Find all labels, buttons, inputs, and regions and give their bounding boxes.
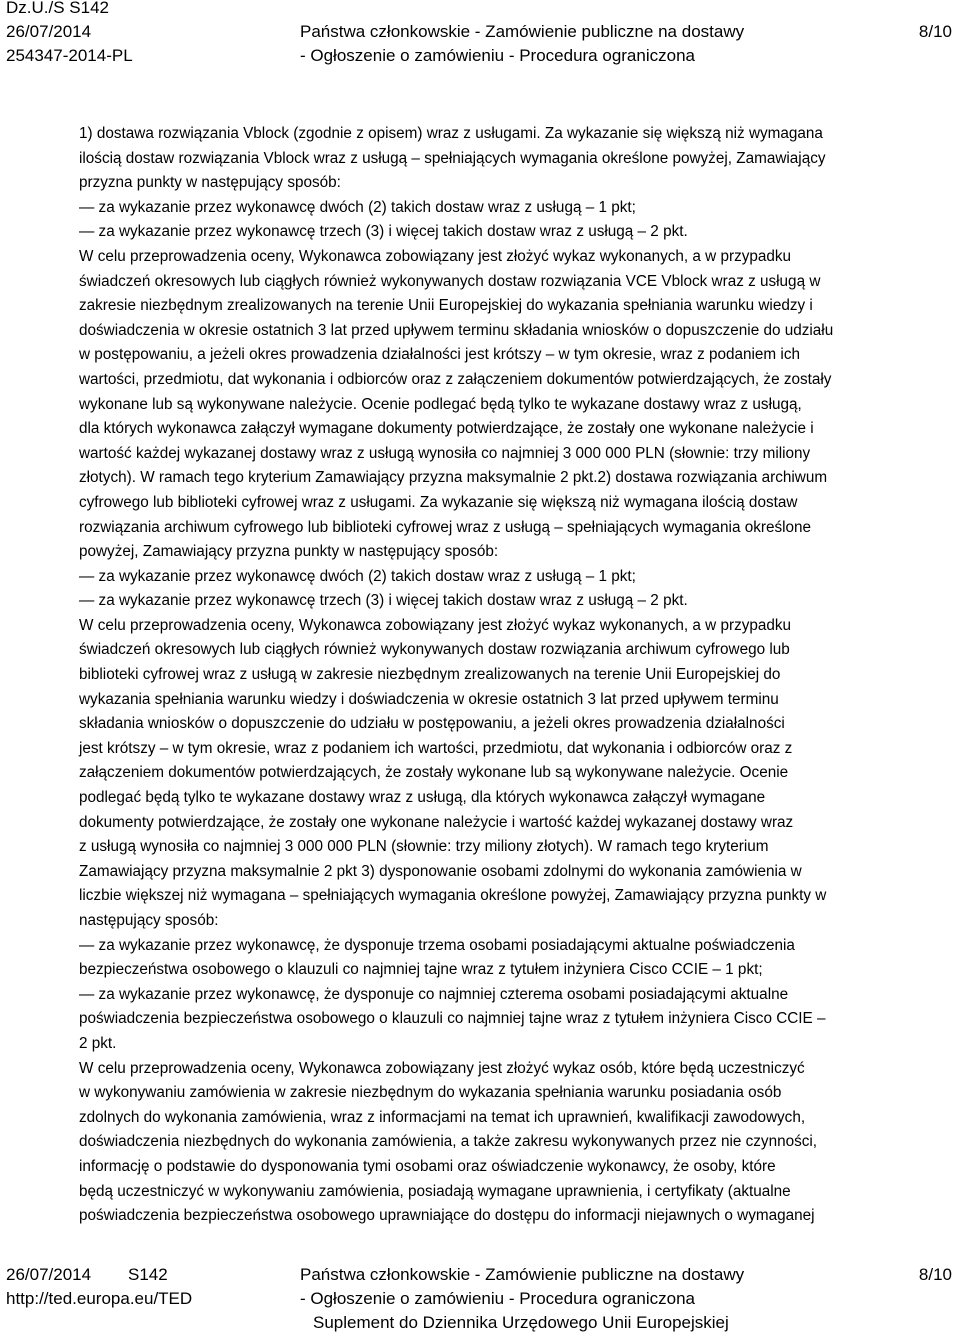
body-text-line: W celu przeprowadzenia oceny, Wykonawca zobowiązany jest złożyć wykaz wykonanych, a w przypadku — [79, 247, 792, 265]
footer-url[interactable]: http://ted.europa.eu/TED — [6, 1289, 193, 1308]
body-text-line: świadczeń okresowych lub ciągłych również wykonywanych dostaw rozwiązania archiwum cyfrowego lub — [79, 641, 790, 659]
body-text-line: dla których wykonawca załączył wymagane dokumenty potwierdzające, że zostały one wykonane należycie i — [79, 420, 814, 438]
body-text-line: W celu przeprowadzenia oceny, Wykonawca zobowiązany jest złożyć wykaz osób, które będą uczestniczyć — [79, 1059, 805, 1077]
body-text-line: następujący sposób: — [79, 912, 219, 929]
body-text-line: zakresie niezbędnym zrealizowanych na terenie Unii Europejskiej do wykazania spełniania warunku wiedzy i — [79, 297, 813, 315]
footer-title-line1: Państwa członkowskie - Zamówienie publiczne na dostawy — [300, 1265, 745, 1284]
body-text-line: w wykonywaniu zamówienia w zakresie niezbędnym do wykazania spełniania warunku posiadania osób — [79, 1084, 782, 1102]
header-page-number: 8/10 — [918, 22, 952, 41]
body-text-line: — za wykazanie przez wykonawcę dwóch (2) takich dostaw wraz z usługą – 1 pkt; — [79, 567, 636, 585]
body-text-line: informację o podstawie do dysponowania tymi osobami oraz oświadczenie wykonawcy, że osoby, które — [79, 1157, 776, 1175]
footer-date: 26/07/2014 — [6, 1265, 92, 1284]
body-text-line: — za wykazanie przez wykonawcę trzech (3) i więcej takich dostaw wraz z usługą – 2 pkt. — [79, 223, 688, 241]
body-text-line: w postępowaniu, a jeżeli okres prowadzenia działalności jest krótszy – w tym okresie, wraz z podaniem ich — [79, 346, 800, 364]
body-text-line: wykonane lub są wykonywane należycie. Ocenie podlegać będą tylko te wykazane dostawy wraz z usługą, — [79, 395, 802, 413]
body-text-line: bezpieczeństwa osobowego o klauzuli co najmniej tajne wraz z tytułem inżyniera Cisco CCIE – 1 pkt; — [79, 961, 763, 979]
header-title-line2: - Ogłoszenie o zamówieniu - Procedura ograniczona — [300, 46, 695, 65]
body-text-line: — za wykazanie przez wykonawcę trzech (3) i więcej takich dostaw wraz z usługą – 2 pkt. — [79, 592, 688, 610]
header-notice-number: 254347-2014-PL — [6, 46, 133, 65]
body-text-line: poświadczenia bezpieczeństwa osobowego o klauzuli co najmniej tajne wraz z tytułem inżyniera Cisco CCIE – — [79, 1010, 826, 1028]
document-body — [79, 122, 954, 1229]
body-text-line: powyżej, Zamawiający przyzna punkty w następujący sposób: — [79, 543, 499, 561]
body-text-line: wartości, przedmiotu, dat wykonania i odbiorców oraz z załączeniem dokumentów potwierdzających, że zostały — [79, 370, 832, 388]
body-text-line: wykazania spełniania warunku wiedzy i doświadczenia w okresie ostatnich 3 lat przed upływem terminu — [79, 690, 779, 708]
body-text-line: jest krótszy – w tym okresie, wraz z podaniem ich wartości, przedmiotu, dat wykonania i odbiorców oraz z — [79, 739, 793, 757]
body-text-line: — za wykazanie przez wykonawcę, że dysponuje trzema osobami posiadającymi aktualne poświadczenia — [79, 936, 795, 954]
body-text-line: W celu przeprowadzenia oceny, Wykonawca zobowiązany jest złożyć wykaz wykonanych, a w przypadku — [79, 616, 792, 634]
body-text-line: — za wykazanie przez wykonawcę dwóch (2) takich dostaw wraz z usługą – 1 pkt; — [79, 198, 636, 216]
header-source: Dz.U./S S142 — [6, 0, 109, 17]
body-text-line: dokumenty potwierdzające, że zostały one wykonane należycie i wartość każdej wykazanej dostawy wraz — [79, 813, 794, 831]
body-text-line: biblioteki cyfrowej wraz z usługą w zakresie niezbędnym zrealizowanych na terenie Unii Europejskiej do — [79, 666, 781, 684]
body-text-line: składania wniosków o dopuszczenie do udziału w postępowaniu, a jeżeli okres prowadzenia działalności — [79, 715, 785, 733]
body-text-line: przyzna punkty w następujący sposób: — [79, 174, 341, 192]
body-text-line: wartość każdej wykazanej dostawy wraz z usługą wynosiła co najmniej 3 000 000 PLN (słownie: trzy miliony — [79, 444, 811, 462]
body-text-line: Zamawiający przyzna maksymalnie 2 pkt 3) dysponowanie osobami zdolnymi do wykonania zamówienia w — [79, 862, 802, 880]
body-text-line: świadczeń okresowych lub ciągłych również wykonywanych dostaw rozwiązania VCE Vblock wraz z usługą w — [79, 272, 821, 290]
footer-series: S142 — [128, 1265, 168, 1284]
body-text-line: 2 pkt. — [79, 1034, 117, 1052]
body-text-line: będą uczestniczyć w wykonywaniu zamówienia, posiadają wymagane uprawnienia, i certyfikaty (aktualne — [79, 1182, 791, 1200]
footer-title-line2: - Ogłoszenie o zamówieniu - Procedura ograniczona — [300, 1289, 695, 1308]
body-text-line: zdolnych do wykonania zamówienia, wraz z informacjami na temat ich uprawnień, kwalifikacji zawodowych, — [79, 1108, 806, 1126]
body-text-line: złotych). W ramach tego kryterium Zamawiający przyzna maksymalnie 2 pkt.2) dostawa rozwiązania archiwum — [79, 469, 828, 487]
body-text-line: liczbie większej niż wymagana – spełniających wymagania określone powyżej, Zamawiający przyzna punkty w — [79, 887, 827, 905]
body-text-line: ilością dostaw rozwiązania Vblock wraz z usługą – spełniających wymagania określone powyżej, Zamawiający — [79, 149, 826, 167]
body-text-line: cyfrowego lub biblioteki cyfrowej wraz z usługami. Za wykazanie się większą niż wymagana ilością dostaw — [79, 493, 798, 511]
header-date: 26/07/2014 — [6, 22, 92, 41]
body-text-line: — za wykazanie przez wykonawcę, że dysponuje co najmniej czterema osobami posiadającymi aktualne — [79, 985, 789, 1003]
footer-supplement: Suplement do Dziennika Urzędowego Unii Europejskiej — [313, 1313, 729, 1332]
footer-page-number: 8/10 — [918, 1265, 952, 1284]
body-text-line: doświadczenia w okresie ostatnich 3 lat przed upływem terminu składania wniosków o dopuszczenie do udziału — [79, 321, 834, 339]
header-title-line1: Państwa członkowskie - Zamówienie publiczne na dostawy — [300, 22, 745, 41]
body-text-line: z usługą wynosiła co najmniej 3 000 000 PLN (słownie: trzy miliony złotych). W ramach tego kryterium — [79, 838, 769, 856]
body-text-line: doświadczenia niezbędnych do wykonania zamówienia, a także zakresu wykonywanych przez nie czynności, — [79, 1133, 818, 1151]
body-text-line: rozwiązania archiwum cyfrowego lub biblioteki cyfrowej wraz z usługą – spełniających wymagania określone — [79, 518, 812, 536]
body-text-line: 1) dostawa rozwiązania Vblock (zgodnie z opisem) wraz z usługami. Za wykazanie się większą niż wymagana — [79, 125, 823, 142]
body-text-line: podlegać będą tylko te wykazane dostawy wraz z usługą, dla których wykonawca załączył wymagane — [79, 789, 766, 807]
body-text-line: poświadczenia bezpieczeństwa osobowego uprawniające do dostępu do informacji niejawnych o wymaganej — [79, 1207, 815, 1225]
body-text-line: załączeniem dokumentów potwierdzających, że zostały wykonane lub są wykonywane należycie. Ocenie — [79, 764, 789, 782]
